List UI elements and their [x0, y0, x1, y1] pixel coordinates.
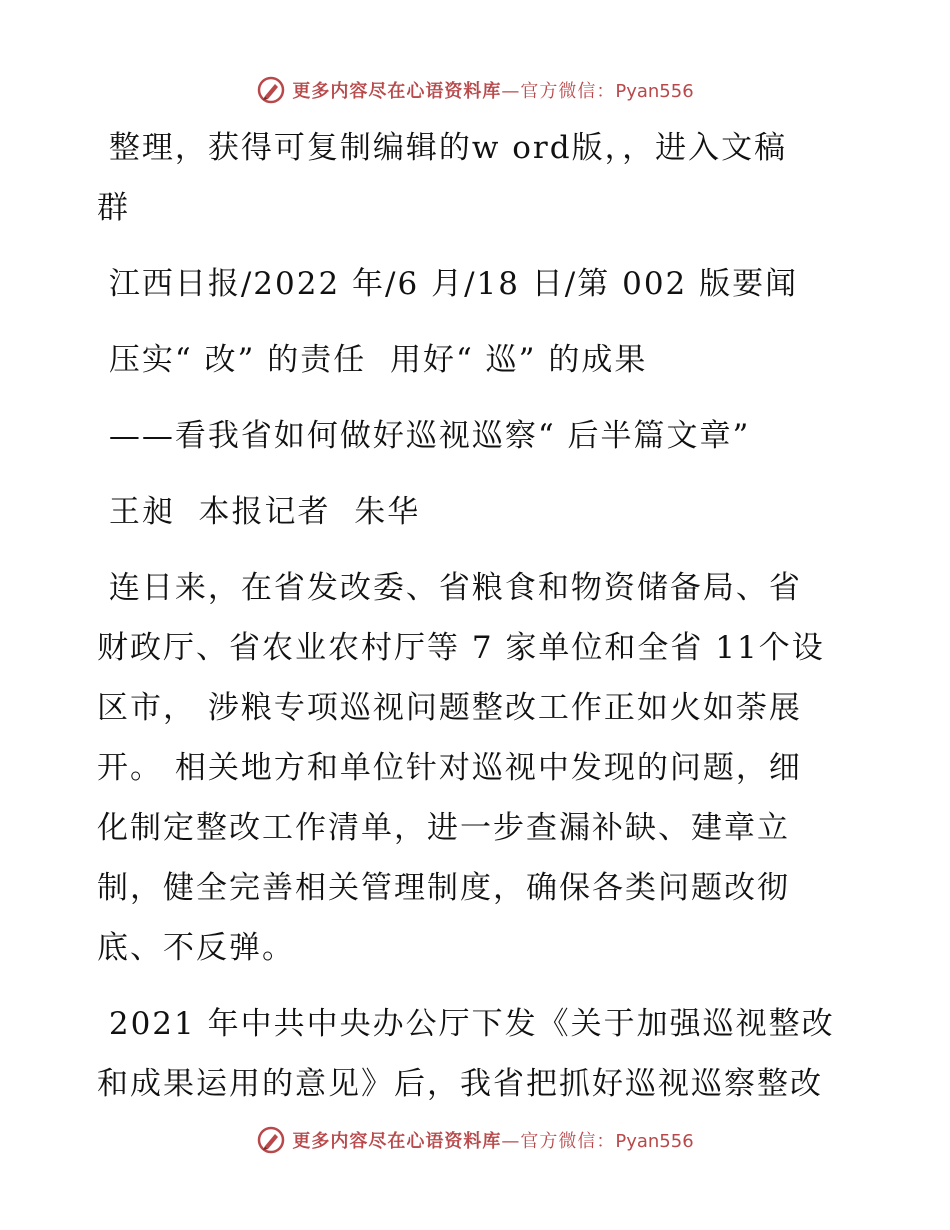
watermark-text: 更多内容尽在心语资料库—官方微信：Pyan556: [292, 1131, 694, 1152]
text-line: 群: [97, 190, 130, 226]
pen-logo-icon: [256, 1125, 286, 1155]
text-line: 整理，获得可复制编辑的w ord版，，进入文稿: [97, 130, 788, 166]
pen-logo-icon: [256, 75, 286, 105]
text-line: 财政厅、省农业农村厅等 7 家单位和全省 11个设: [97, 630, 825, 666]
wechat-id: Pyan556: [615, 81, 694, 102]
article-title: [97, 330, 867, 390]
text-line: 和成果运用的意见》后，我省把抓好巡视巡察整改: [97, 1066, 823, 1102]
header-watermark-banner: [0, 70, 950, 110]
text-line: 开。 相关地方和单位针对巡视中发现的问题，细: [97, 750, 802, 786]
body-paragraph-2: [97, 994, 867, 1114]
footer-watermark-banner: [0, 1120, 950, 1160]
text-line: 区市， 涉粮专项巡视问题整改工作正如火如荼展: [97, 690, 802, 726]
text-line: 连日来，在省发改委、省粮食和物资储备局、省: [97, 570, 802, 606]
text-line: ——看我省如何做好巡视巡察“ 后半篇文章”: [97, 418, 751, 454]
byline: [97, 482, 867, 542]
text-line: 江西日报/2022 年/6 月/18 日/第 002 版要闻: [97, 266, 799, 302]
text-line: 王昶 本报记者 朱华: [97, 494, 421, 530]
text-line: 底、不反弹。: [97, 930, 295, 966]
text-line: 制，健全完善相关管理制度，确保各类问题改彻: [97, 870, 790, 906]
text-line: 化制定整改工作清单，进一步查漏补缺、建章立: [97, 810, 790, 846]
source-line: [97, 254, 867, 314]
body-paragraph-1: [97, 558, 867, 978]
text-line: 2021 年中共中央办公厅下发《关于加强巡视整改: [97, 1006, 835, 1042]
document-body: [97, 118, 867, 1114]
watermark-text: 更多内容尽在心语资料库—官方微信：Pyan556: [292, 81, 694, 102]
wechat-id: Pyan556: [615, 1131, 694, 1152]
text-line: 压实“ 改” 的责任 用好“ 巡” 的成果: [97, 342, 648, 378]
article-subtitle: [97, 406, 867, 466]
intro-paragraph: [97, 118, 867, 238]
